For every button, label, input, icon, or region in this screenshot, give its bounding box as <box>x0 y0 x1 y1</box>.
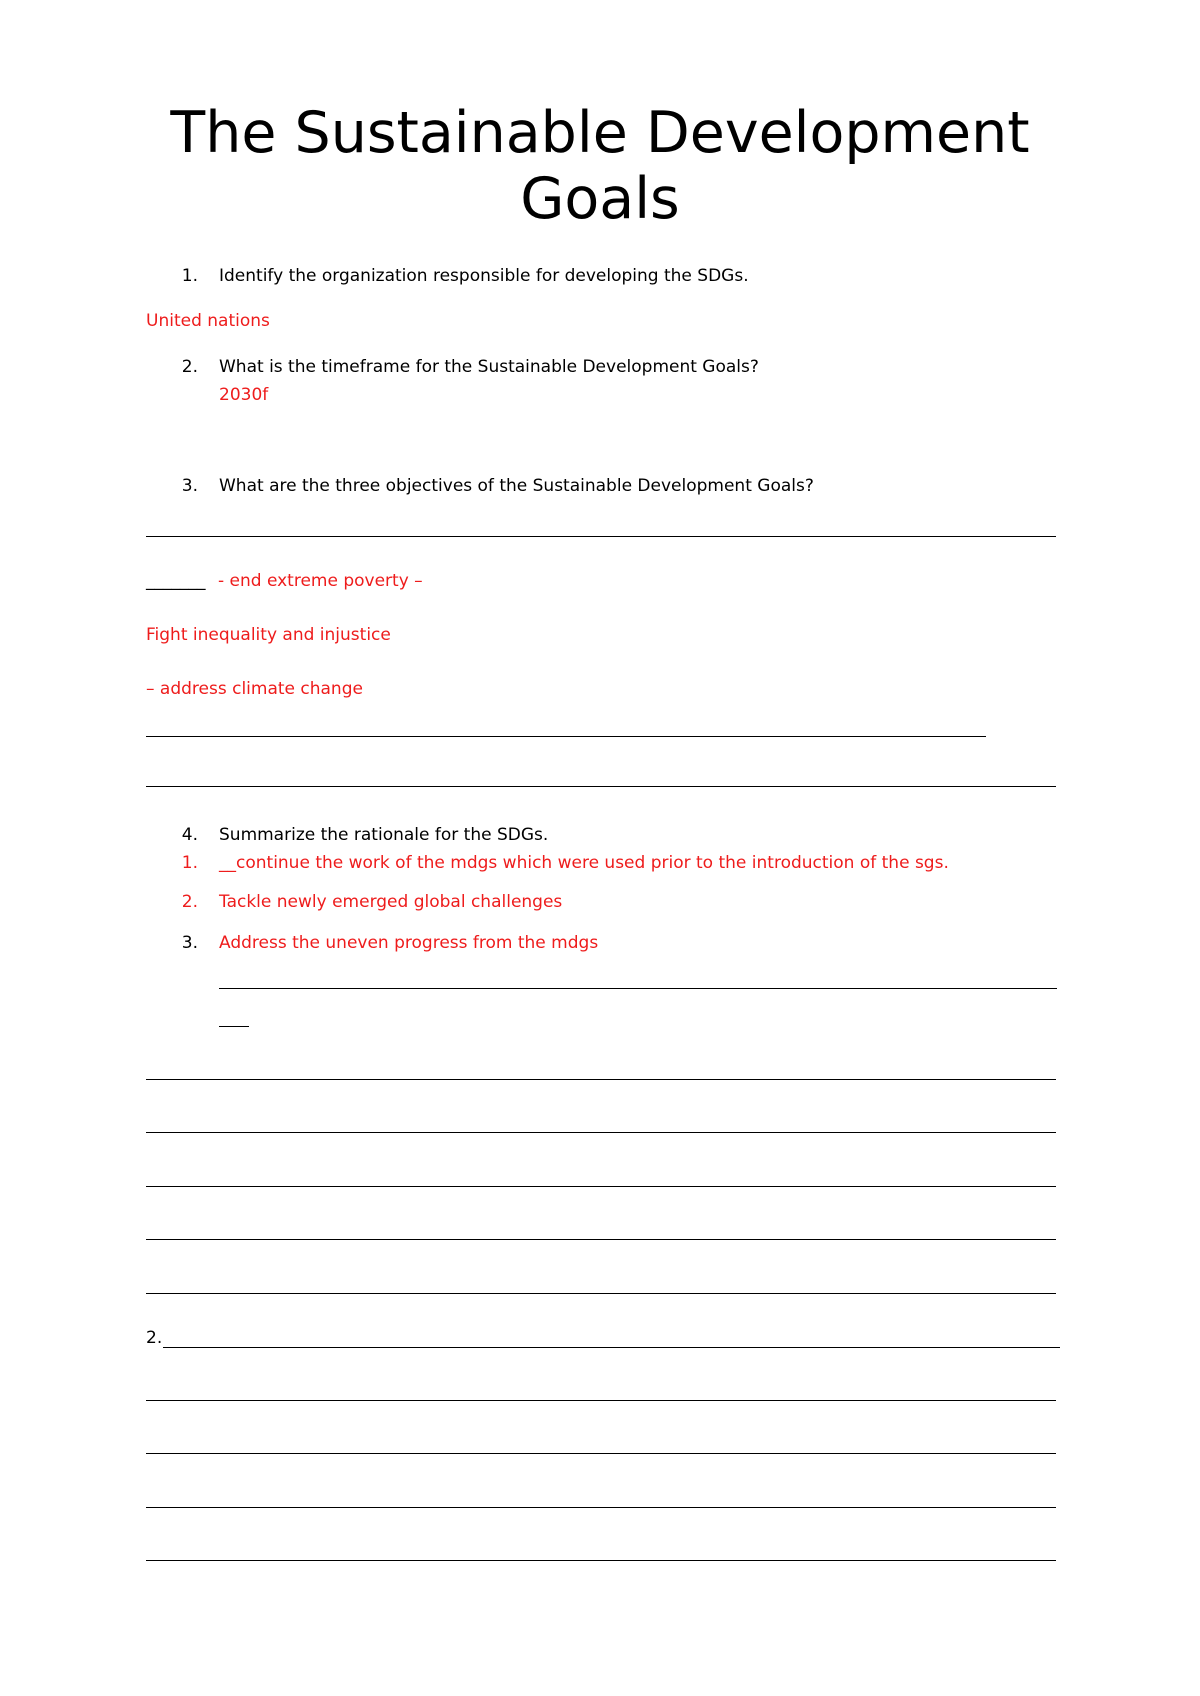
answer-line <box>146 1560 1056 1561</box>
answer-line <box>146 536 1056 537</box>
question-4-item-3-text: Address the uneven progress from the mdgs <box>219 933 599 953</box>
question-3-answer-line-1: - end extreme poverty – <box>218 571 423 591</box>
question-1-number: 1. <box>181 266 198 286</box>
answer-line <box>146 1186 1056 1187</box>
answer-line <box>146 1079 1056 1080</box>
question-3-answer-line-3: – address climate change <box>146 679 363 699</box>
answer-line <box>146 1400 1056 1401</box>
question-2-answer: 2030f <box>219 385 269 405</box>
question-3-text: What are the three objectives of the Sustainable Development Goals? <box>219 476 814 496</box>
question-4-number: 4. <box>181 825 198 845</box>
page-title-line-2: Goals <box>520 166 680 232</box>
question-3-number: 3. <box>181 476 198 496</box>
page-title-line-1: The Sustainable Development <box>170 100 1030 166</box>
question-1-answer: United nations <box>146 311 270 331</box>
question-4-item-2-text: Tackle newly emerged global challenges <box>219 892 563 912</box>
question-3-answer-blank: _______ <box>146 571 206 591</box>
answer-line <box>146 1293 1056 1294</box>
question-4-item-1-text: __continue the work of the mdgs which were used prior to the introduction of the sgs. <box>219 853 949 873</box>
question-4-item-2-number: 2. <box>181 892 198 912</box>
answer-line <box>219 988 1057 989</box>
answer-line <box>146 1453 1056 1454</box>
question-4-text: Summarize the rationale for the SDGs. <box>219 825 549 845</box>
answer-line <box>146 1132 1056 1133</box>
question-2-number: 2. <box>181 357 198 377</box>
question-3-answer-line-2: Fight inequality and injustice <box>146 625 391 645</box>
answer-line <box>146 1507 1056 1508</box>
answer-line <box>163 1347 1060 1348</box>
question-2-text: What is the timeframe for the Sustainable Development Goals? <box>219 357 759 377</box>
answer-line-short <box>219 1026 249 1027</box>
answer-line <box>146 1239 1056 1240</box>
answer-line <box>146 786 1056 787</box>
answer-line <box>146 736 986 737</box>
blank-label: 2. <box>146 1328 163 1348</box>
question-1-text: Identify the organization responsible for developing the SDGs. <box>219 266 749 286</box>
question-4-item-1-number: 1. <box>181 853 198 873</box>
question-4-item-3-number: 3. <box>181 933 198 953</box>
